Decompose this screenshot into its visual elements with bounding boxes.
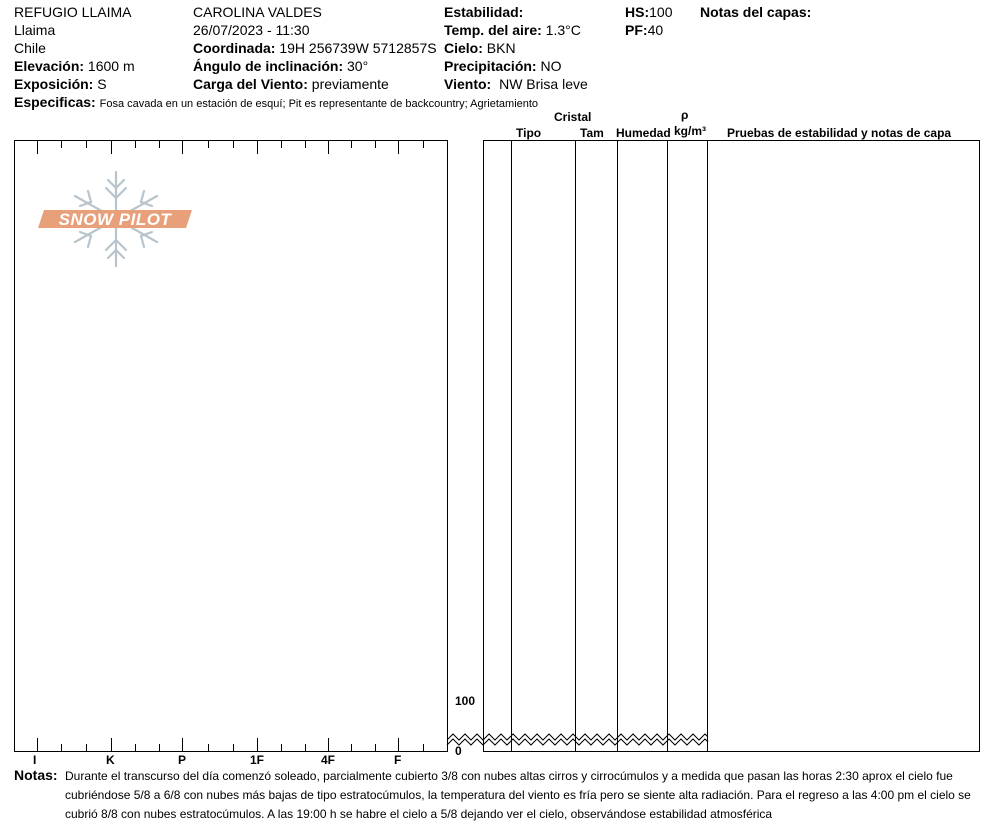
wind-label: Viento:: [444, 76, 492, 92]
sky-field: [444, 40, 516, 57]
stability-label: Estabilidad:: [444, 4, 524, 20]
hardness-label-1f: 1F: [250, 753, 265, 767]
col-divider-tests: [707, 140, 708, 752]
wind-load-label: Carga del Viento:: [193, 76, 308, 92]
hardness-label-4f: 4F: [321, 753, 336, 767]
col-divider-density: [667, 140, 668, 752]
specifics-value: Fosa cavada en un estación de esquí; Pit es representante de backcountry; Agrietamiento: [99, 98, 539, 110]
wind-load-field: [193, 76, 389, 93]
sky-value: BKN: [486, 40, 516, 56]
air-temp-value: 1.3°C: [545, 22, 581, 38]
col-rho-header: ρ: [681, 108, 689, 122]
hardness-label-f: F: [394, 753, 402, 767]
country-name: Chile: [14, 40, 46, 56]
elevation-field: [14, 58, 135, 75]
pf-value: 40: [647, 22, 664, 38]
slope-label: Ángulo de inclinación:: [193, 58, 344, 74]
col-moisture-header: Humedad: [616, 126, 671, 140]
slope-value: 30°: [347, 58, 369, 74]
col-divider-moisture: [617, 140, 618, 752]
precip-field: [444, 58, 561, 75]
aspect-label: Exposición:: [14, 76, 94, 92]
notes-text: Durante el transcurso del día comenzó soleado, parcialmente cubierto 3/8 con nubes altas cirros y cirrocúmulos y a medida que pasan las horas 2:30 aprox el cielo fue cubriéndose 5/8 a 6/8 con nubes más bajas de tipo estratocúmulos, la temperatura del viento es fría pero se siente alta radiación. Para el regreso a las 4:00 pm el cielo se cubrió 8/8 con nubes estratocúmulos. A las 19:00 h se habre el cielo a 5/8 dejando ver el cielo, observándose estabilidad atmosférica: [65, 769, 971, 821]
hs-field: [625, 4, 672, 21]
elevation-value: 1600 m: [87, 58, 135, 74]
coordinates-value: 19H 256739W 5712857S: [279, 40, 437, 56]
wind-field: [444, 76, 588, 93]
pf-label: PF:: [625, 22, 648, 38]
sky-label: Cielo:: [444, 40, 483, 56]
area-name: Llaima: [14, 22, 56, 38]
wind-value: NW Brisa leve: [499, 76, 588, 92]
slope-field: [193, 58, 368, 75]
layer-notes-label: Notas del capas:: [700, 4, 812, 20]
hs-label: HS:: [625, 4, 650, 20]
hardness-label-p: P: [178, 753, 187, 767]
col-divider-type: [511, 140, 512, 752]
air-temp-field: [444, 22, 581, 39]
coordinates-field: [193, 40, 437, 57]
aspect-field: [14, 76, 107, 93]
col-type-header: Tipo: [516, 126, 542, 140]
pf-field: [625, 22, 663, 39]
snowpilot-logo: [36, 170, 196, 270]
location-name: REFUGIO LLAIMA: [14, 4, 132, 20]
precip-label: Precipitación:: [444, 58, 537, 74]
col-crystal-header: Cristal: [554, 110, 592, 124]
observer-name: CAROLINA VALDES: [193, 4, 322, 20]
aspect-value: S: [97, 76, 107, 92]
col-size-header: Tam: [580, 126, 604, 140]
coordinates-label: Coordinada:: [193, 40, 276, 56]
hardness-label-i: I: [33, 753, 37, 767]
elevation-label: Elevación:: [14, 58, 85, 74]
specifics-label: Especificas:: [14, 94, 96, 110]
col-tests-header: Pruebas de estabilidad y notas de capa: [727, 126, 952, 140]
hardness-label-k: K: [106, 753, 115, 767]
layer-table-box: [483, 140, 980, 752]
depth-top-label: 100: [455, 694, 476, 708]
wind-load-value: previamente: [311, 76, 389, 92]
precip-value: NO: [540, 58, 562, 74]
logo-text: SNOW PILOT: [58, 210, 172, 229]
depth-bottom-label: 0: [455, 744, 462, 758]
col-divider-size: [575, 140, 576, 752]
air-temp-label: Temp. del aire:: [444, 22, 542, 38]
observation-datetime: 26/07/2023 - 11:30: [193, 22, 310, 38]
ground-zigzag: [447, 730, 709, 746]
hs-value: 100: [649, 4, 673, 20]
notes-label: Notas:: [14, 767, 58, 783]
specifics-field: [14, 94, 538, 111]
col-density-unit: kg/m³: [674, 124, 707, 138]
